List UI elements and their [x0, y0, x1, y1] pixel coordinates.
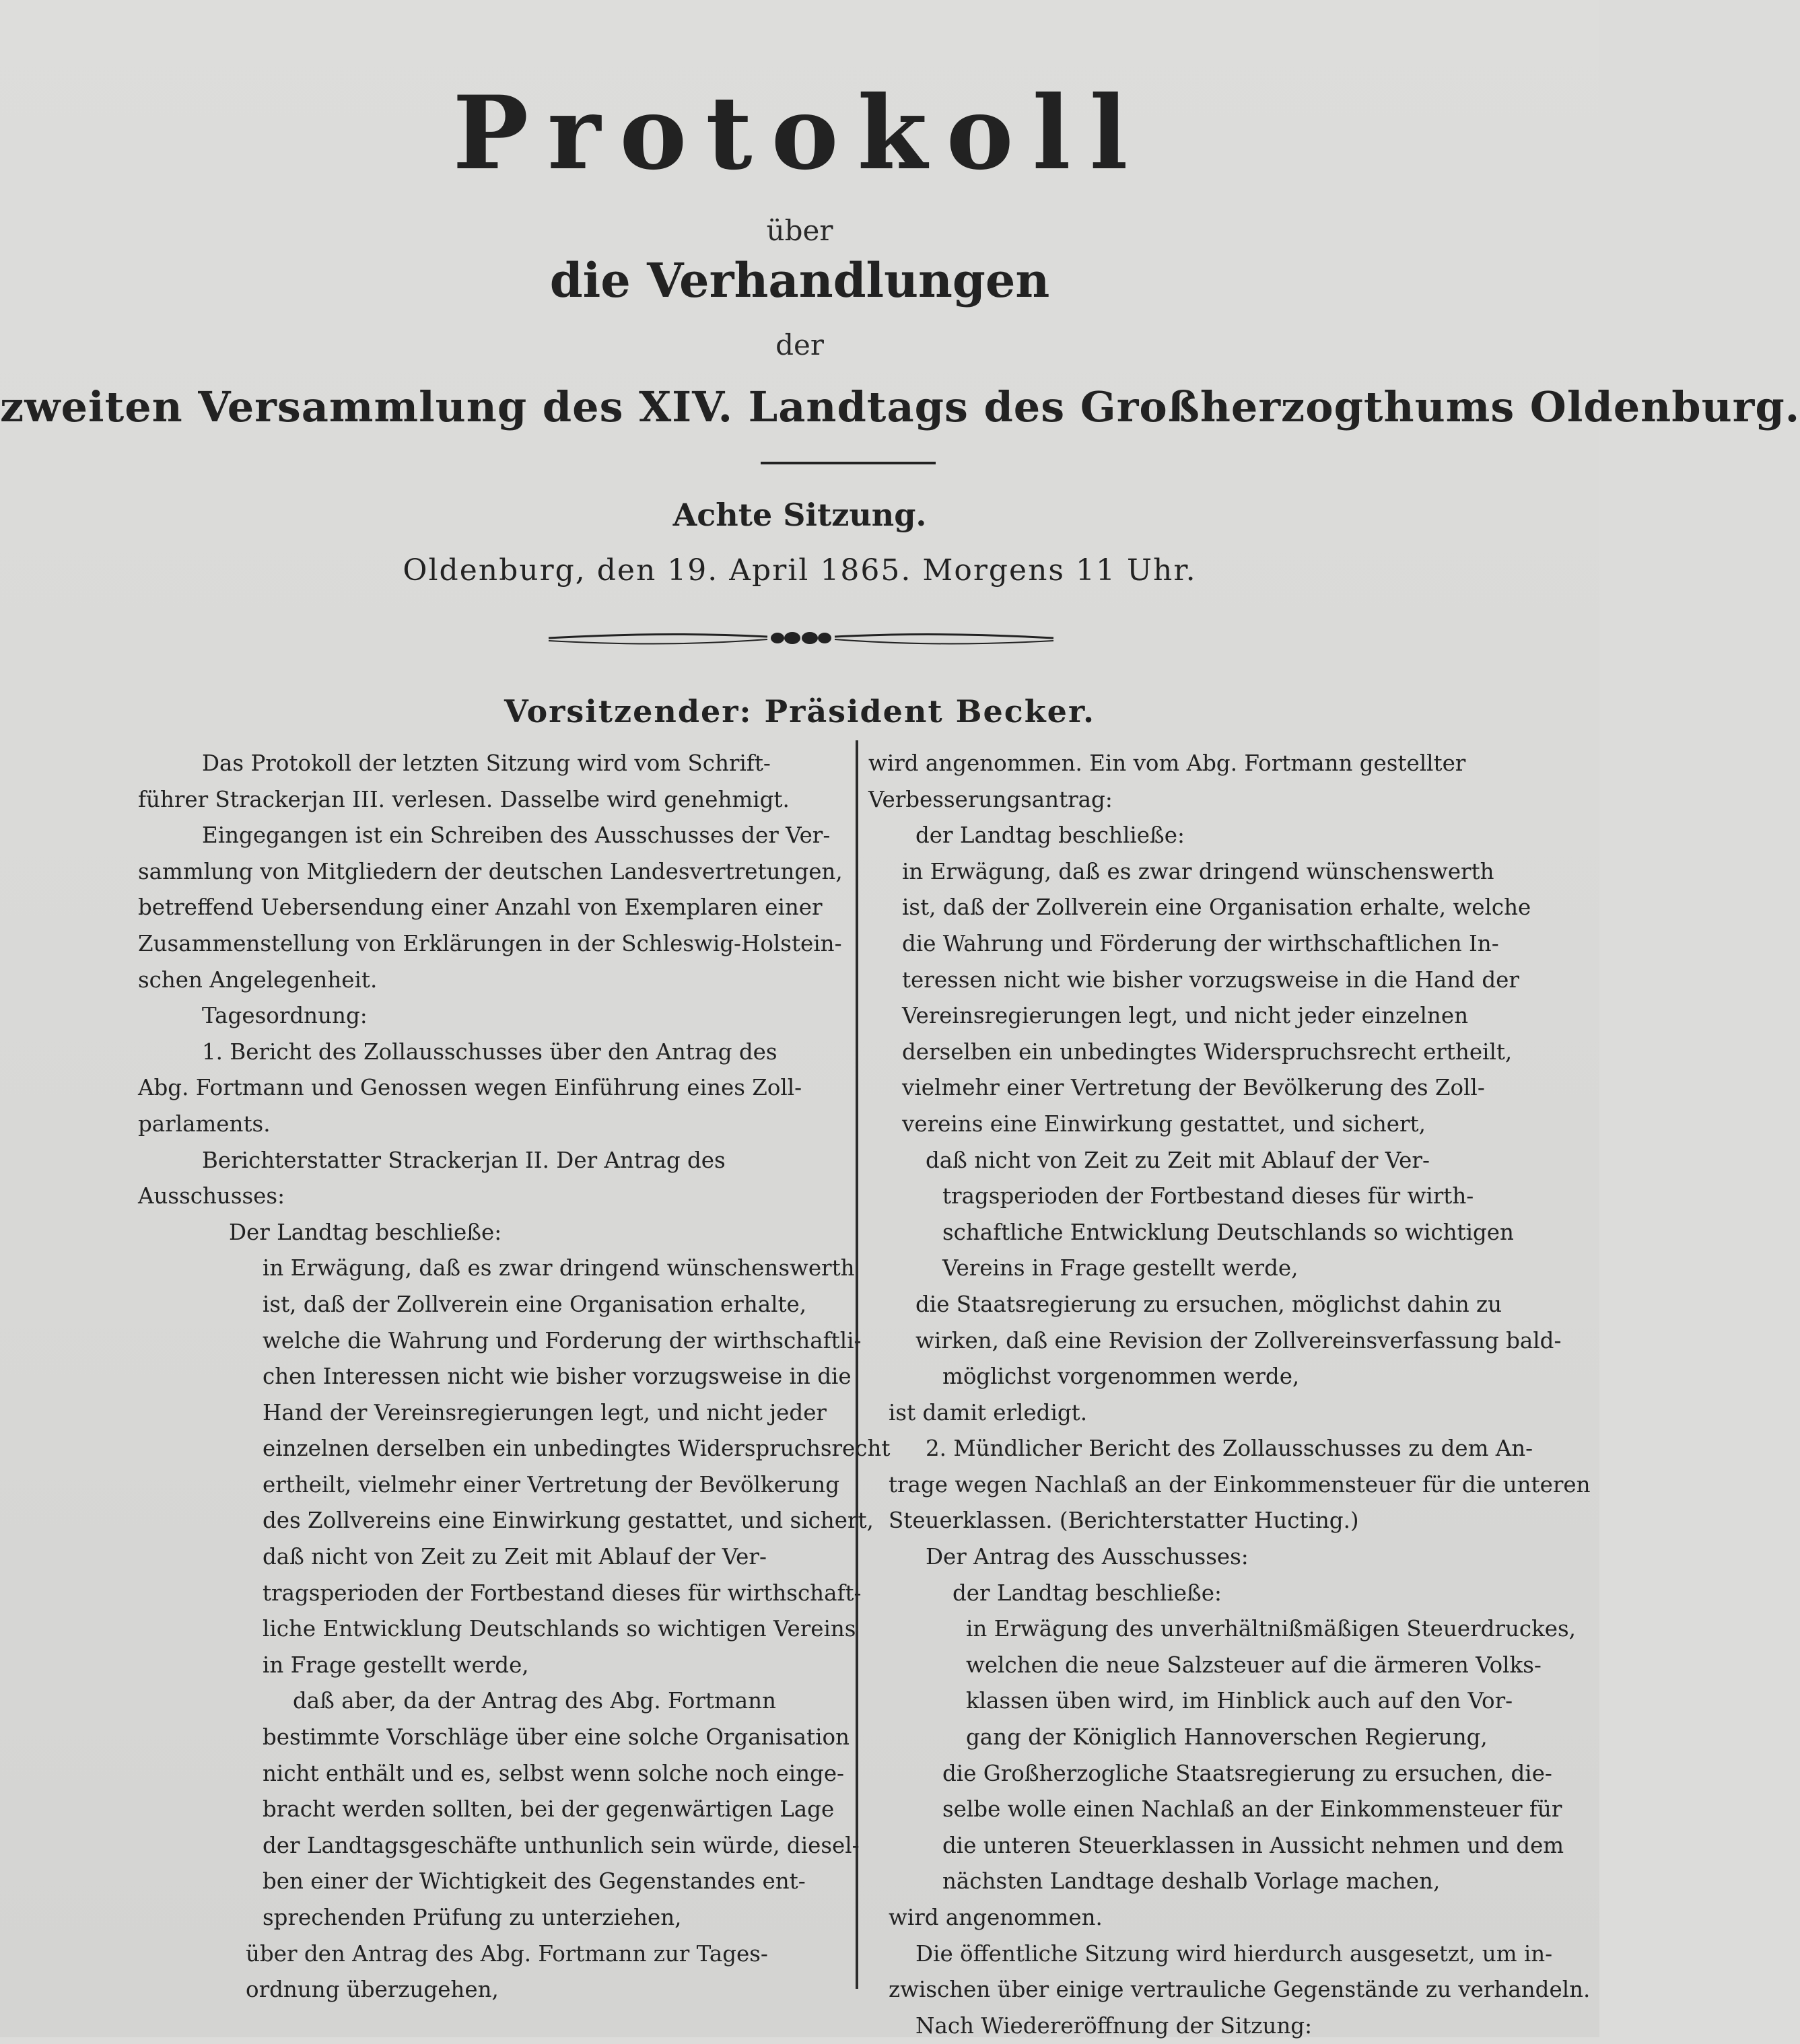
text-line: Abg. Fortmann und Genossen wegen Einführung eines Zoll- [138, 1075, 802, 1101]
text-line: bestimmte Vorschläge über eine solche Organisation [263, 1724, 850, 1751]
text-line: ertheilt, vielmehr einer Vertretung der Bevölkerung [263, 1471, 840, 1497]
title-connector-over: über [766, 214, 833, 247]
text-line: welche die Wahrung und Forderung der wirthschaftli- [263, 1327, 862, 1353]
text-line: führer Strackerjan III. verlesen. Dasselbe wird genehmigt. [138, 786, 790, 812]
text-line: derselben ein unbedingtes Widerspruchsrecht ertheilt, [902, 1038, 1513, 1065]
text-line: schen Angelegenheit. [138, 966, 378, 993]
text-line: sammlung von Mitgliedern der deutschen Landesvertretungen, [138, 858, 843, 884]
text-line: wird angenommen. Ein vom Abg. Fortmann gestellter [868, 750, 1466, 776]
text-line: die unteren Steuerklassen in Aussicht nehmen und dem [942, 1832, 1564, 1858]
text-line: vielmehr einer Vertretung der Bevölkerung des Zoll- [902, 1075, 1485, 1101]
text-line: welchen die neue Salzsteuer auf die ärmeren Volks- [966, 1652, 1542, 1678]
text-line: daß aber, da der Antrag des Abg. Fortmann [293, 1688, 776, 1714]
text-line: parlaments. [138, 1111, 271, 1137]
text-line: schaftliche Entwicklung Deutschlands so wichtigen [942, 1219, 1514, 1245]
column-divider [856, 740, 858, 1989]
text-line: Eingegangen ist ein Schreiben des Ausschusses der Ver- [202, 822, 831, 849]
text-line: in Erwägung, daß es zwar dringend wünschenswerth [263, 1255, 855, 1281]
text-line: Nach Wiedereröffnung der Sitzung: [915, 2012, 1313, 2039]
text-line: nächsten Landtage deshalb Vorlage machen, [942, 1868, 1441, 1895]
text-line: wird angenommen. [889, 1905, 1103, 1930]
ornament-divider [545, 619, 1057, 657]
text-line: Ausschusses: [138, 1183, 285, 1209]
text-line: Der Antrag des Ausschusses: [926, 1544, 1249, 1570]
text-line: bracht werden sollten, bei der gegenwärtigen Lage [263, 1796, 835, 1823]
text-line: sprechenden Prüfung zu unterziehen, [263, 1905, 682, 1930]
text-line: klassen üben wird, im Hinblick auch auf den Vor- [966, 1688, 1513, 1714]
text-line: ordnung überzugehen, [246, 1977, 499, 2003]
text-line: die Staatsregierung zu ersuchen, möglichst dahin zu [915, 1291, 1502, 1317]
text-line: die Wahrung und Förderung der wirthschaftlichen In- [902, 930, 1499, 956]
negotiations-heading: die Verhandlungen [549, 252, 1050, 308]
text-line: daß nicht von Zeit zu Zeit mit Ablauf der Ver- [926, 1147, 1430, 1173]
text-line: Vereinsregierungen legt, und nicht jeder einzelnen [902, 1003, 1469, 1029]
text-line: in Erwägung des unverhältnißmäßigen Steuerdruckes, [966, 1616, 1577, 1642]
text-line: Steuerklassen. (Berichterstatter Hucting.) [889, 1508, 1359, 1534]
text-line: ist, daß der Zollverein eine Organisation erhalte, [263, 1291, 807, 1317]
text-line: ist, daß der Zollverein eine Organisation erhalte, welche [902, 894, 1531, 921]
text-line: tragsperioden der Fortbestand dieses für wirthschaft- [263, 1580, 862, 1606]
text-line: liche Entwicklung Deutschlands so wichtigen Vereins [263, 1616, 856, 1642]
text-line: in Erwägung, daß es zwar dringend wünschenswerth [902, 858, 1494, 884]
text-line: ben einer der Wichtigkeit des Gegenstandes ent- [263, 1868, 806, 1895]
document-title: Protokoll [452, 74, 1147, 192]
text-line: ist damit erledigt. [889, 1399, 1088, 1425]
text-line: betreffend Uebersendung einer Anzahl von Exemplaren einer [138, 894, 823, 921]
text-line: teressen nicht wie bisher vorzugsweise in die Hand der [902, 966, 1519, 993]
text-line: 1. Bericht des Zollausschusses über den Antrag des [202, 1038, 777, 1065]
right-column [868, 746, 1591, 2044]
text-line: gang der Königlich Hannoverschen Regierung, [966, 1724, 1488, 1751]
text-line: daß nicht von Zeit zu Zeit mit Ablauf der Ver- [263, 1544, 767, 1570]
title-rule [761, 462, 936, 464]
text-line: einzelnen derselben ein unbedingtes Widerspruchsrecht [263, 1436, 891, 1462]
text-line: nicht enthält und es, selbst wenn solche noch einge- [263, 1760, 845, 1786]
session-heading: Achte Sitzung. [672, 497, 927, 533]
text-line: in Frage gestellt werde, [263, 1652, 529, 1678]
text-line: wirken, daß eine Revision der Zollvereinsverfassung bald- [915, 1327, 1562, 1353]
text-line: Tagesordnung: [202, 1003, 368, 1029]
text-line: vereins eine Einwirkung gestattet, und sichert, [902, 1111, 1426, 1137]
text-line: der Landtag beschließe: [953, 1580, 1222, 1606]
left-column [138, 746, 891, 2008]
text-line: möglichst vorgenommen werde, [942, 1364, 1300, 1390]
dateline: Oldenburg, den 19. April 1865. Morgens 11 Uhr. [403, 553, 1197, 588]
text-line: Berichterstatter Strackerjan II. Der Antrag des [202, 1147, 726, 1173]
text-line: Zusammenstellung von Erklärungen in der Schleswig-Holstein- [138, 930, 842, 956]
text-line: tragsperioden der Fortbestand dieses für wirth- [942, 1183, 1474, 1209]
text-line: chen Interessen nicht wie bisher vorzugsweise in die [263, 1364, 852, 1390]
text-line: die Großherzogliche Staatsregierung zu ersuchen, die- [942, 1760, 1552, 1786]
text-line: der Landtagsgeschäfte unthunlich sein würde, diesel- [263, 1832, 860, 1858]
text-line: selbe wolle einen Nachlaß an der Einkommensteuer für [942, 1796, 1562, 1823]
text-line: zwischen über einige vertrauliche Gegenstände zu verhandeln. [889, 1977, 1591, 2003]
text-line: Hand der Vereinsregierungen legt, und nicht jeder [263, 1399, 827, 1425]
title-connector-of: der [775, 328, 824, 361]
text-line: Die öffentliche Sitzung wird hierdurch ausgesetzt, um in- [915, 1940, 1553, 1967]
text-line: der Landtag beschließe: [915, 822, 1185, 849]
text-line: trage wegen Nachlaß an der Einkommensteuer für die unteren [889, 1471, 1591, 1497]
text-line: des Zollvereins eine Einwirkung gestattet, und sichert, [263, 1508, 874, 1534]
text-line: 2. Mündlicher Bericht des Zollausschusses zu dem An- [926, 1436, 1533, 1462]
text-line: Das Protokoll der letzten Sitzung wird vom Schrift- [202, 750, 771, 776]
chair-heading: Vorsitzender: Präsident Becker. [504, 693, 1095, 730]
text-line: Der Landtag beschließe: [229, 1219, 502, 1245]
text-line: Verbesserungsantrag: [868, 786, 1113, 812]
assembly-heading: zweiten Versammlung des XIV. Landtags des Großherzogthums Oldenburg. [0, 382, 1800, 431]
text-line: Vereins in Frage gestellt werde, [942, 1255, 1299, 1281]
text-line: über den Antrag des Abg. Fortmann zur Tages- [246, 1940, 768, 1967]
